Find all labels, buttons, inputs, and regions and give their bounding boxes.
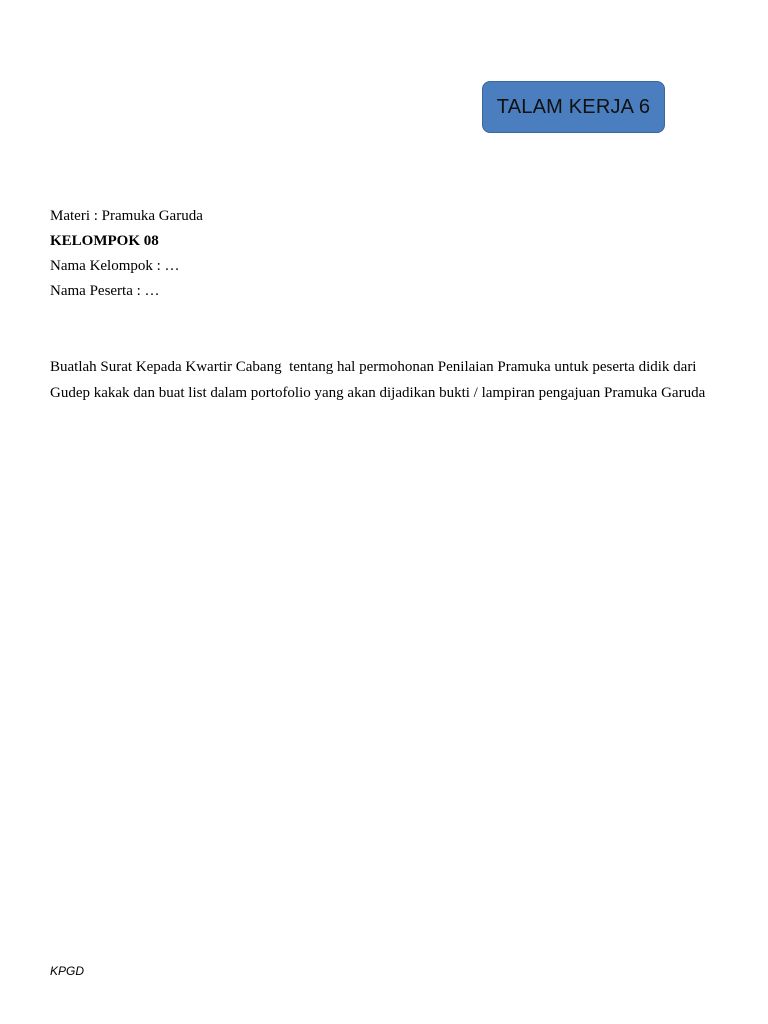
- header-info-block: [50, 204, 710, 304]
- materi-line: Materi : Pramuka Garuda: [50, 208, 203, 224]
- title-badge-label: TALAM KERJA 6: [496, 95, 651, 118]
- kelompok-heading: KELOMPOK 08: [50, 233, 159, 249]
- task-instruction-paragraph: Buatlah Surat Kepada Kwartir Cabang tentang hal permohonan Penilaian Pramuka untuk peserta didik dari Gudep kakak dan buat list dalam portofolio yang akan dijadikan bukti / lampiran pengajuan Pramuka Garuda: [50, 359, 706, 401]
- title-badge: [482, 81, 665, 133]
- nama-peserta-line: Nama Peserta : …: [50, 283, 160, 299]
- footer-text: KPGD: [50, 964, 85, 978]
- nama-kelompok-line: Nama Kelompok : …: [50, 258, 180, 274]
